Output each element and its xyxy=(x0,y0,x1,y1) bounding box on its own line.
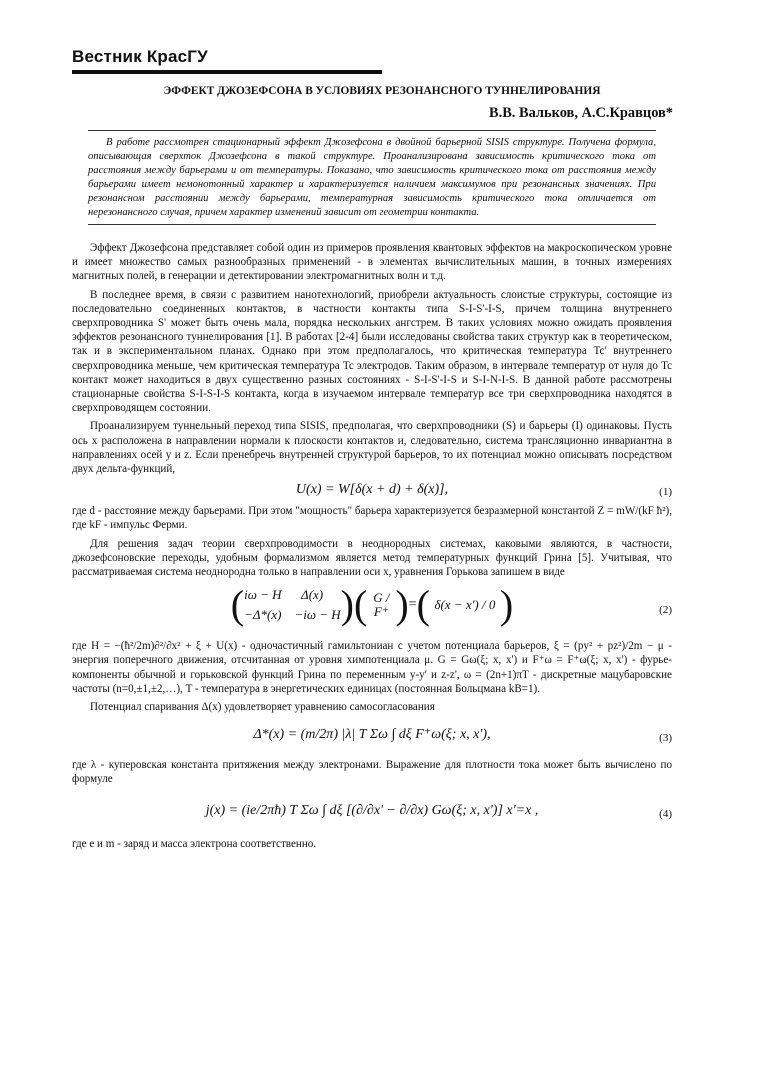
equation-1 xyxy=(72,480,672,504)
paragraph-7: Потенциал спаривания Δ(x) удовлетворяет уравнению самосогласования xyxy=(90,701,435,714)
header-rule xyxy=(72,70,382,74)
equation-2-number: (2) xyxy=(659,604,672,617)
equation-4 xyxy=(72,791,672,837)
equation-2-formula: ( iω − H Δ(x) −Δ*(x) −iω − H )( G / F⁺ )=( δ(x − x') / 0 ) xyxy=(230,582,514,628)
abstract-text: В работе рассмотрен стационарный эффект Джозефсона в двойной барьерной SISIS структуре. Получена формула, описывающая сверхток Джозефсона в такой структуре. Проанализирована зависимость критического тока от расстояния между барьерами и от температуры. Показано, что зависимость критического тока от расстояния между барьерами имеет немонотонный характер и характеризуется наличием максимумов при резонансных значениях. При резонансном расстоянии между барьерами, температурная зависимость критического тока отличается от нерезонансного случая, причем характер изменений зависит от геометрии контакта. xyxy=(88,137,656,218)
journal-name: Вестник КрасГУ xyxy=(72,47,208,66)
paragraph-4: где d - расстояние между барьерами. При этом "мощность" барьера характеризуется безразмерной константой Z = mW/(kF ħ²), где kF - импульс Ферми. xyxy=(72,505,672,532)
paragraph-3: Проанализируем туннельный переход типа SISIS, предполагая, что сверхпроводники (S) и барьеры (I) одинаковы. Пусть ось x расположена в направлении нормали к плоскости контактов и, следовательно, система трансляционно инвариантна в направлениях осей y и z. Если пренебречь внутренней структурой барьеров, то их потенциал можно описывать посредством двух дельта-функций, xyxy=(72,420,672,476)
equation-2-vector: G / F⁺ xyxy=(373,590,390,620)
paragraph-9: где e и m - заряд и масса электрона соответственно. xyxy=(72,837,317,850)
equation-1-number: (1) xyxy=(659,486,672,499)
equation-4-number: (4) xyxy=(659,807,672,820)
equation-2-rhs: δ(x − x') / 0 xyxy=(434,597,496,613)
paragraph-6: где H = −(ħ²/2m)∂²/∂x² + ξ + U(x) - одночастичный гамильтониан с учетом потенциала барьеров, ξ = (py² + pz²)/2m − μ - энергия поперечного движения, отсчитанная от уровня химпотенциала μ. G = Gω(ξ; x, x') и F⁺ω = F⁺ω(ξ; x, x') - фурье-компоненты обычной и горьковской функций Грина по переменным y-y' и z-z', ω = (2n+1)πT - дискретные мацубаровские частоты (n=0,±1,±2,…), T - температура в энергетических единицах (постоянная Больцмана kB=1). xyxy=(72,640,672,695)
paragraph-8: где λ - куперовская константа притяжения между электронами. Выражение для плотности тока может быть вычислено по формуле xyxy=(72,759,672,786)
authors: В.В. Вальков, А.С.Кравцов* xyxy=(489,105,673,121)
equation-4-formula: j(x) = (ie/2πħ) T Σω ∫ dξ [(∂/∂x' − ∂/∂x) Gω(ξ; x, x')] x'=x , xyxy=(205,802,539,818)
equation-3-number: (3) xyxy=(659,732,672,745)
paragraph-1: Эффект Джозефсона представляет собой один из примеров проявления квантовых эффектов на макроскопическом уровне и имеет множество самых разнообразных применений - в элементах вычислительных машин, в точных измерениях магнитных полей, в генерации и детектировании электромагнитных волн и т.д. xyxy=(72,242,672,283)
equation-2 xyxy=(72,583,672,639)
paragraph-5: Для решения задач теории сверхпроводимости в неоднородных системах, каковыми являются, в частности, джозефсоновские переходы, удобным формализмом является метод температурных функций Грина [5]. Учитывая, что рассматриваемая система неоднородна только в направлении оси x, уравнения Горькова запишем в виде xyxy=(72,537,672,579)
equation-2-row-2: −Δ*(x) −iω − H xyxy=(244,607,341,623)
paragraph-2: В последнее время, в связи с развитием нанотехнологий, приобрели актуальность слоистые структуры, состоящие из последовательно соединенных контактов, в частности контакты типа S-I-S'-I-S, причем толщина внутреннего сверхпроводника S' может быть очень мала, порядка нескольких ангстрем. В таких условиях можно ожидать проявления эффектов резонансного туннелирования [1]. В работах [2-4] были исследованы свойства таких структур как в теоретическом, так и в экспериментальном планах. Однако при этом предполагалось, что критическая температура Tc' внутреннего сверхпроводника меньше, чем критическая температура Tc электродов. Таким образом, в интервале температур от нуля до Tc контакт может находиться в двух существенно разных состояниях - S-I-S'-I-S и S-I-N-I-S. В данной работе рассмотрены стационарные свойства S-I-S-I-S контакта, когда в изучаемом интервале температур все три сверхпроводника находятся в сверхпроводящем состоянии. xyxy=(72,288,672,415)
abstract xyxy=(88,130,656,225)
article-body xyxy=(72,241,672,855)
equation-2-row-1: iω − H Δ(x) xyxy=(244,587,324,603)
equation-3-formula: Δ*(x) = (m/2π) |λ| T Σω ∫ dξ F⁺ω(ξ; x, x'), xyxy=(253,727,491,743)
equation-1-formula: U(x) = W[δ(x + d) + δ(x)], xyxy=(295,482,449,498)
equation-3 xyxy=(72,718,672,758)
article-title: ЭФФЕКТ ДЖОЗЕФСОНА В УСЛОВИЯХ РЕЗОНАНСНОГО ТУННЕЛИРОВАНИЯ xyxy=(163,85,601,97)
